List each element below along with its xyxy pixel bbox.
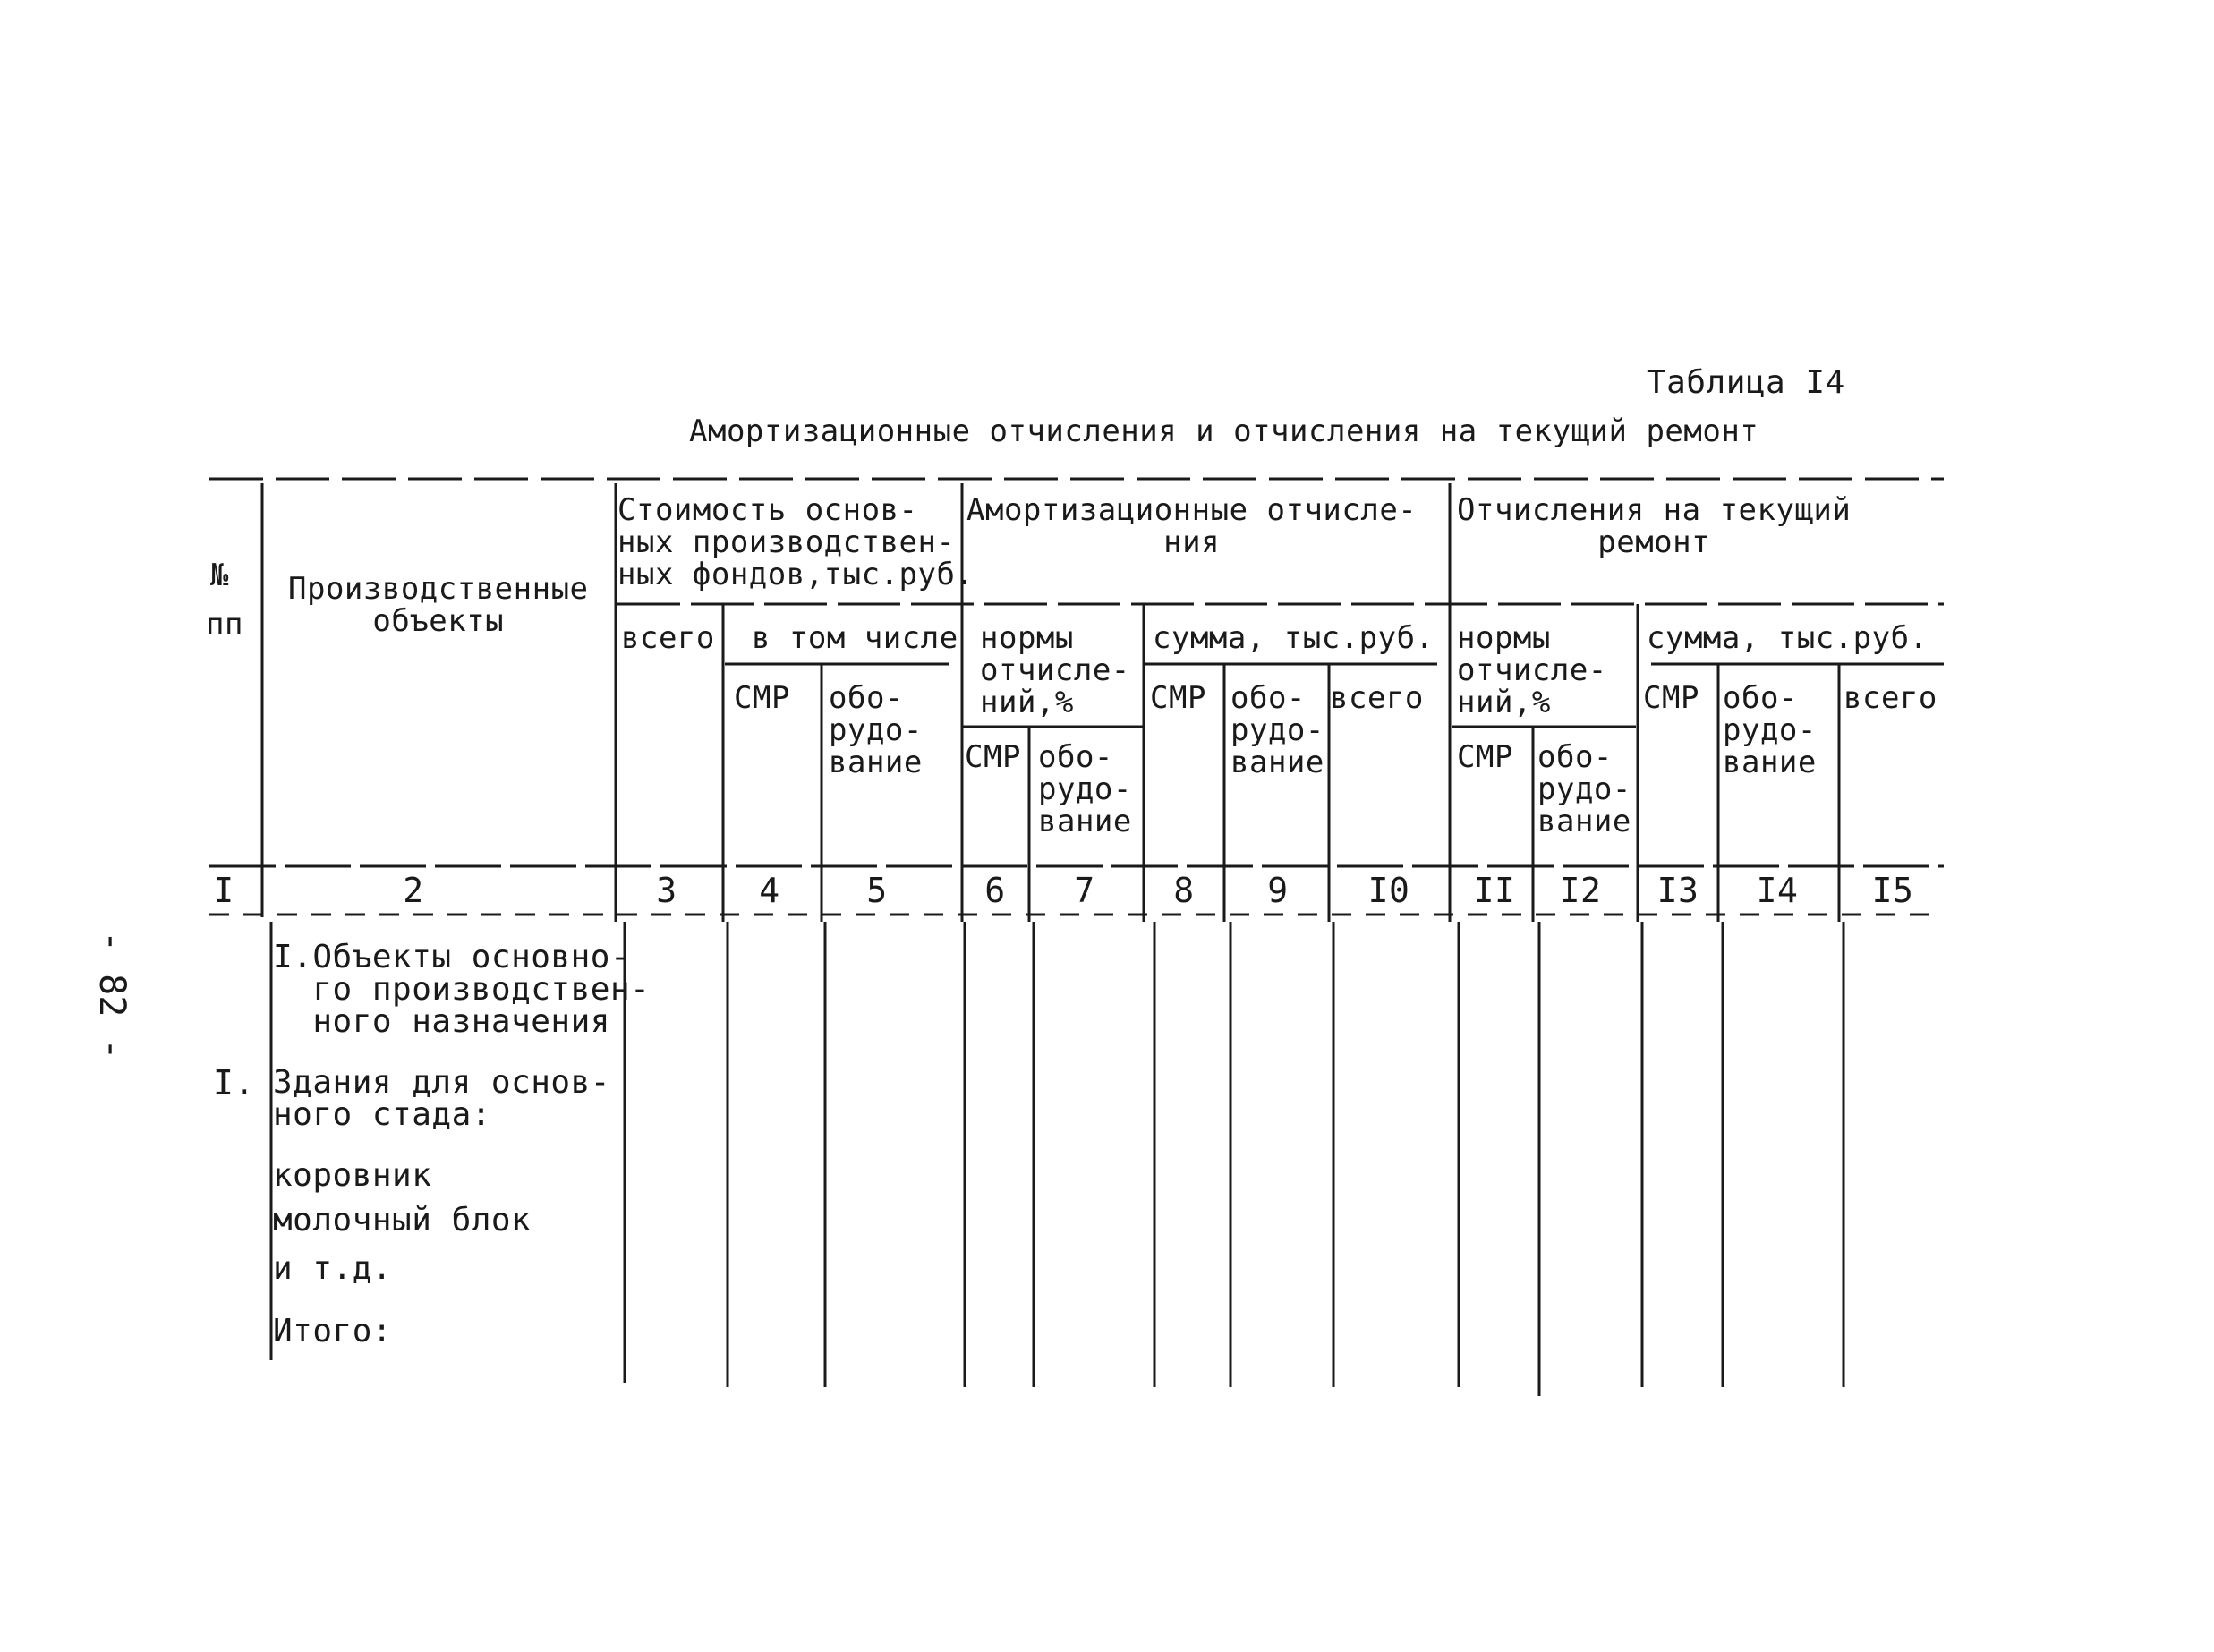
col-number-9: 9 xyxy=(1267,871,1289,910)
col-number-11: II xyxy=(1473,871,1516,910)
col-number-2: 2 xyxy=(403,871,424,910)
col-number-13: I3 xyxy=(1656,871,1699,910)
repair-sum-smr-header: СМР xyxy=(1643,680,1699,716)
col-number-8: 8 xyxy=(1173,871,1195,910)
cost-smr-header: СМР xyxy=(734,680,790,716)
group-cost-header: Стоимость основ- ных производствен- ных фондов,тыс.руб. xyxy=(617,492,975,592)
amort-norms-header: нормы отчисле- ний,% xyxy=(980,620,1130,720)
table-title: Амортизационные отчисления и отчисления на текущий ремонт xyxy=(689,413,1759,449)
amort-norms-equip-header: обо- рудо- вание xyxy=(1038,739,1132,839)
col-objects-header: Производственные объекты xyxy=(288,571,589,639)
page-number: - 82 - xyxy=(91,931,132,1060)
repair-sum-equip-header: обо- рудо- вание xyxy=(1723,680,1817,780)
col-number-12: I2 xyxy=(1559,871,1602,910)
repair-norms-smr-header: СМР xyxy=(1457,739,1513,775)
col-number-7: 7 xyxy=(1074,871,1095,910)
repair-sum-header: сумма, тыс.руб. xyxy=(1647,620,1929,656)
row-1-number: I. xyxy=(213,1063,255,1103)
cost-total-header: всего xyxy=(621,620,715,656)
col-no-header-sign: № xyxy=(210,558,229,593)
cost-equip-header: обо- рудо- вание xyxy=(829,680,923,780)
repair-norms-equip-header: обо- рудо- вание xyxy=(1537,739,1631,839)
group-repair-header: Отчисления на текущий ремонт xyxy=(1457,492,1852,560)
col-no-header-pp: пп xyxy=(206,607,243,643)
amort-sum-smr-header: СМР xyxy=(1150,680,1206,716)
col-number-4: 4 xyxy=(759,871,780,910)
col-number-10: I0 xyxy=(1367,871,1410,910)
col-number-14: I4 xyxy=(1756,871,1799,910)
amort-norms-smr-header: СМР xyxy=(965,739,1021,775)
row-4-label: и т.д. xyxy=(273,1250,393,1287)
row-3-label: молочный блок xyxy=(273,1202,532,1239)
row-2-label: коровник xyxy=(273,1157,432,1194)
group-amort-header: Амортизационные отчисле- ния xyxy=(966,492,1418,560)
amort-sum-total-header: всего xyxy=(1330,680,1424,716)
col-number-15: I5 xyxy=(1871,871,1914,910)
amort-sum-equip-header: обо- рудо- вание xyxy=(1230,680,1324,780)
section-title: I.Объекты основно- го производствен- ного назначения xyxy=(273,939,651,1040)
table-label: Таблица I4 xyxy=(1647,364,1845,401)
row-1-label: Здания для основ- ного стада: xyxy=(273,1064,610,1133)
repair-norms-header: нормы отчисле- ний,% xyxy=(1457,620,1607,720)
col-number-3: 3 xyxy=(656,871,677,910)
col-number-5: 5 xyxy=(866,871,888,910)
repair-sum-total-header: всего xyxy=(1844,680,1937,716)
amort-sum-header: сумма, тыс.руб. xyxy=(1153,620,1435,656)
row-5-label: Итого: xyxy=(273,1313,393,1350)
col-number-1: I xyxy=(213,871,234,910)
col-number-6: 6 xyxy=(984,871,1006,910)
cost-incl-header: в том числе xyxy=(752,620,958,656)
